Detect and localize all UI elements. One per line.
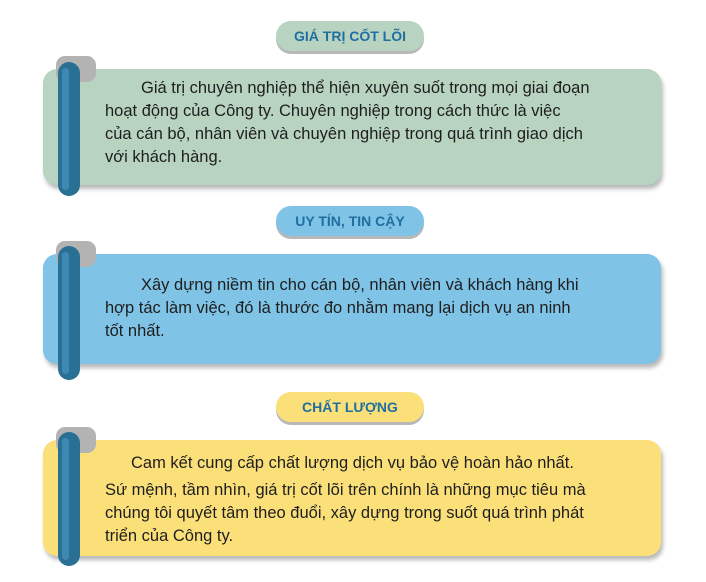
binder-bar-icon [58,432,80,566]
section-title-pill [276,21,424,51]
text-line: Sứ mệnh, tầm nhìn, giá trị cốt lõi trên chính là những mục tiêu mà [105,481,586,499]
text-line: Xây dựng niềm tin cho cán bộ, nhân viên và khách hàng khi [141,276,579,294]
text-line: Giá trị chuyên nghiệp thể hiện xuyên suốt trong mọi giai đoạn [141,79,590,97]
section-card [43,69,661,185]
section-card [43,440,661,556]
text-line: với khách hàng. [105,148,223,166]
text-line: Cam kết cung cấp chất lượng dịch vụ bảo vệ hoàn hảo nhất. [131,454,574,472]
text-line: chúng tôi quyết tâm theo đuổi, xây dựng trong suốt quá trình phát [105,504,584,522]
text-line: hợp tác làm việc, đó là thước đo nhằm mang lại dịch vụ an ninh [105,299,571,317]
binder-bar-icon [58,62,80,196]
section-title: GIÁ TRỊ CỐT LÕI [294,28,406,44]
text-line: hoạt động của Công ty. Chuyên nghiệp trong cách thức là việc [105,102,561,120]
section-title-pill [276,206,424,236]
text-line: của cán bộ, nhân viên và chuyên nghiệp trong quá trình giao dịch [105,125,583,143]
section-title-pill [276,392,424,422]
section-card [43,254,661,364]
section-title: UY TÍN, TIN CẬY [295,213,405,229]
section-title: CHẤT LƯỢNG [302,399,398,415]
text-line: tốt nhất. [105,322,165,340]
text-line: triển của Công ty. [105,527,234,545]
binder-bar-icon [58,246,80,380]
